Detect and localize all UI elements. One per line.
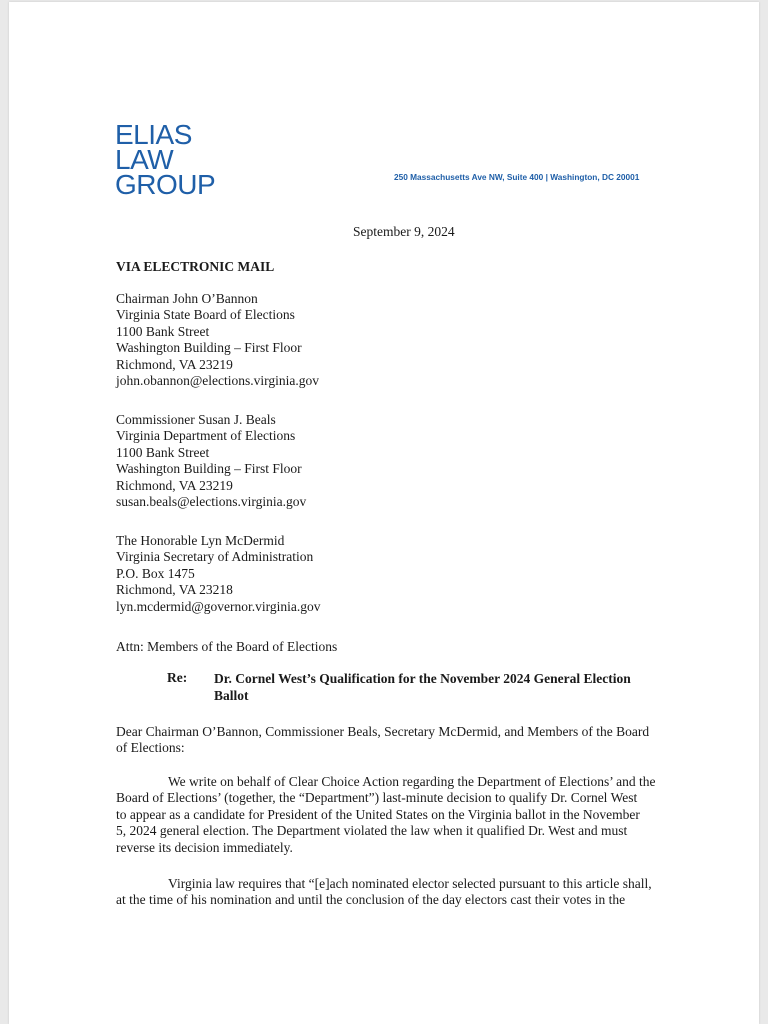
paragraph-line: to appear as a candidate for President of the United States on the Virginia ballot in the November <box>116 806 640 822</box>
re-label: Re: <box>167 670 188 685</box>
paragraph-line: Virginia law requires that “[e]ach nominated elector selected pursuant to this article shall, <box>168 876 652 891</box>
recipient-line: 1100 Bank Street <box>116 323 210 339</box>
recipient-line: Virginia Department of Elections <box>116 428 296 444</box>
letterhead-address: 250 Massachusetts Ave NW, Suite 400 | Washington, DC 20001 <box>394 172 640 182</box>
recipient-line: Washington Building – First Floor <box>116 340 302 356</box>
salutation-line: Dear Chairman O’Bannon, Commissioner Beals, Secretary McDermid, and Members of the Board <box>116 724 650 739</box>
recipient-line: Richmond, VA 23219 <box>116 356 233 372</box>
paragraph-line: reverse its decision immediately. <box>116 839 293 855</box>
recipient-line: Washington Building – First Floor <box>116 461 302 477</box>
body-paragraph <box>116 774 656 856</box>
attention-line: Attn: Members of the Board of Elections <box>116 639 338 654</box>
recipient-block <box>116 412 306 510</box>
recipient-line: P.O. Box 1475 <box>116 565 195 581</box>
recipient-block <box>116 291 319 389</box>
letter-date: September 9, 2024 <box>353 224 455 239</box>
re-subject-line: Dr. Cornel West’s Qualification for the November 2024 General Election <box>214 671 631 686</box>
paragraph-line: We write on behalf of Clear Choice Action regarding the Department of Elections’ and the <box>168 774 656 789</box>
firm-logo <box>115 119 216 200</box>
paragraph-line: Board of Elections’ (together, the “Department”) last-minute decision to qualify Dr. Cornel West <box>116 790 638 806</box>
paragraph-line: 5, 2024 general election. The Department violated the law when it qualified Dr. West and must <box>116 823 628 839</box>
recipient-line: The Honorable Lyn McDermid <box>116 533 285 548</box>
recipient-email: susan.beals@elections.virginia.gov <box>116 493 307 509</box>
recipient-email: john.obannon@elections.virginia.gov <box>116 372 320 388</box>
recipient-block <box>116 533 321 615</box>
recipient-email: lyn.mcdermid@governor.virginia.gov <box>116 598 321 614</box>
re-subject <box>214 670 631 704</box>
logo-line: GROUP <box>115 169 216 200</box>
recipient-line: 1100 Bank Street <box>116 444 210 460</box>
re-subject-line: Ballot <box>214 688 249 703</box>
recipient-line: Commissioner Susan J. Beals <box>116 412 276 427</box>
recipient-line: Richmond, VA 23219 <box>116 477 233 493</box>
paragraph-line: at the time of his nomination and until the conclusion of the day electors cast their votes in the <box>116 892 626 908</box>
salutation-line: of Elections: <box>116 740 185 756</box>
salutation <box>116 724 649 757</box>
letter-page <box>9 2 759 1024</box>
body-paragraph <box>116 876 652 909</box>
recipient-line: Virginia State Board of Elections <box>116 307 295 323</box>
recipient-line: Richmond, VA 23218 <box>116 582 233 598</box>
recipient-line: Virginia Secretary of Administration <box>116 549 314 565</box>
logo-line: ELIAS <box>115 119 192 150</box>
delivery-method: VIA ELECTRONIC MAIL <box>116 259 275 274</box>
logo-line: LAW <box>115 144 174 175</box>
recipient-line: Chairman John O’Bannon <box>116 291 258 306</box>
